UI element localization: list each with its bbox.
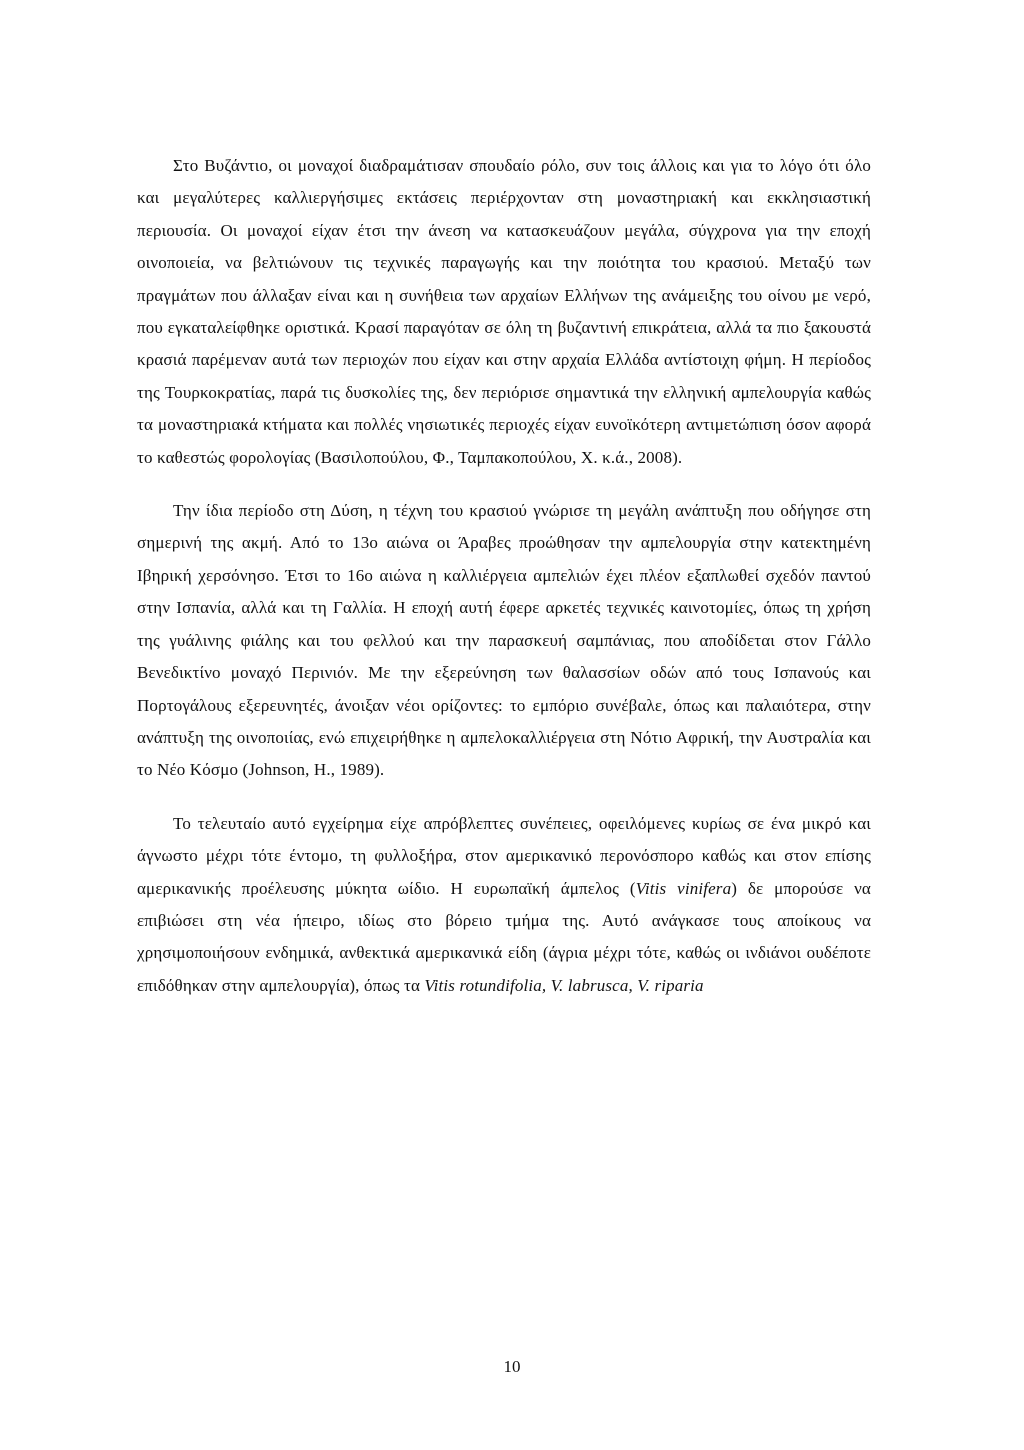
paragraph-text-segment: Το τελευταίο αυτό εγχείρημα είχε απρόβλεπτες συνέπειες, οφειλόμενες κυρίως σε ένα μικρό και άγνωστο μέχρι τότε έντομο, τη φυλλοξήρα, στον αμερικανικό περονόσπορο καθώς και στον επίσης αμερικανικής προέλευσης μύκητα ωίδιο. Η ευρωπαϊκή άμπελος ( xyxy=(137,813,871,898)
document-body xyxy=(137,150,871,1023)
page-number: 10 xyxy=(503,1357,521,1376)
species-name-italic: Vitis vinifera xyxy=(635,878,732,898)
paragraph-byzantium: Στο Βυζάντιο, οι μοναχοί διαδραμάτισαν σπουδαίο ρόλο, συν τοις άλλοις και για το λόγο ότι όλο και μεγαλύτερες καλλιεργήσιμες εκτάσεις περιέρχονταν στη μοναστηριακή και εκκλησιαστική περιουσία. Οι μοναχοί είχαν έτσι την άνεση να κατασκευάζουν μεγάλα, σύγχρονα για την εποχή οινοποιεία, να βελτιώνουν τις τεχνικές παραγωγής και την ποιότητα του κρασιού. Μεταξύ των πραγμάτων που άλλαξαν είναι και η συνήθεια των αρχαίων Ελλήνων της ανάμειξης του οίνου με νερό, που εγκαταλείφθηκε οριστικά. Κρασί παραγόταν σε όλη τη βυζαντινή επικράτεια, αλλά τα πιο ξακουστά κρασιά παρέμεναν αυτά των περιοχών που είχαν και στην αρχαία Ελλάδα αντίστοιχη φήμη. Η περίοδος της Τουρκοκρατίας, παρά τις δυσκολίες της, δεν περιόρισε σημαντικά την ελληνική αμπελουργία καθώς τα μοναστηριακά κτήματα και πολλές νησιωτικές περιοχές είχαν ευνοϊκότερη αντιμετώπιση όσον αφορά το καθεστώς φορολογίας (Βασιλοπούλου, Φ., Ταμπακοπούλου, Χ. κ.ά., 2008). xyxy=(137,156,871,467)
paragraph-text-segment: ) δε μπορούσε να επιβιώσει στη νέα ήπειρο, ιδίως στο βόρειο τμήμα της. Αυτό ανάγκασε τους αποίκους να χρησιμοποιήσουν ενδημικά, ανθεκτικά αμερικανικά είδη (άγρια μέχρι τότε, καθώς οι ινδιάνοι ουδέποτε επιδόθηκαν στην αμπελουργία), όπως τα xyxy=(137,878,871,995)
paragraph-west: Την ίδια περίοδο στη Δύση, η τέχνη του κρασιού γνώρισε τη μεγάλη ανάπτυξη που οδήγησε στη σημερινή της ακμή. Από το 13ο αιώνα οι Άραβες προώθησαν την αμπελουργία στην κατεκτημένη Ιβηρική χερσόνησο. Έτσι το 16ο αιώνα η καλλιέργεια αμπελιών έχει πλέον εξαπλωθεί σχεδόν παντού στην Ισπανία, αλλά και τη Γαλλία. Η εποχή αυτή έφερε αρκετές τεχνικές καινοτομίες, όπως τη χρήση της γυάλινης φιάλης και του φελλού και την παρασκευή σαμπάνιας, που αποδίδεται στον Γάλλο Βενεδικτίνο μοναχό Περινιόν. Με την εξερεύνηση των θαλασσίων οδών από τους Ισπανούς και Πορτογάλους εξερευνητές, άνοιξαν νέοι ορίζοντες: το εμπόριο συνέβαλε, όπως και παλαιότερα, στην ανάπτυξη της οινοποιίας, ενώ επιχειρήθηκε η αμπελοκαλλιέργεια στη Νότιο Αφρική, την Αυστραλία και το Νέο Κόσμο (Johnson, Η., 1989). xyxy=(137,501,871,780)
species-names-italic: Vitis rotundifolia, V. labrusca, V. riparia xyxy=(424,975,704,995)
paragraph-phylloxera xyxy=(137,808,871,1002)
